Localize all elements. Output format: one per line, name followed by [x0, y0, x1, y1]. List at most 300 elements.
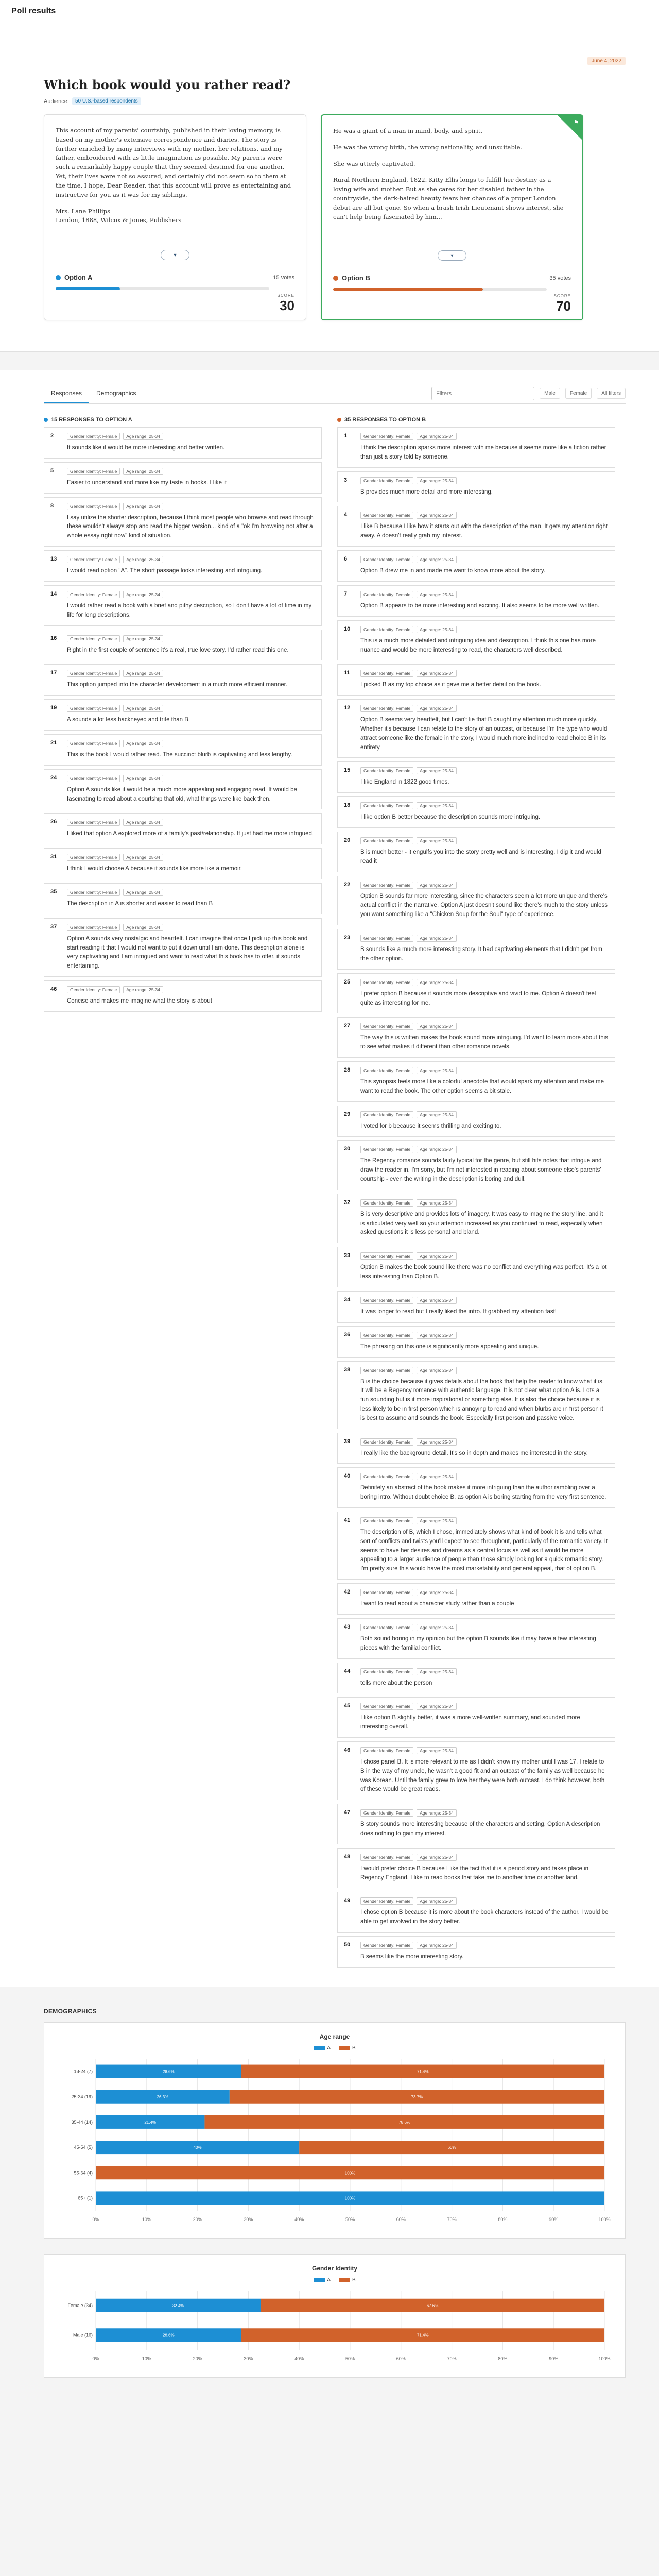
- response-number: 23: [344, 935, 351, 941]
- response-text: I liked that option A explored more of a family's past/relationship. It just had me more intrigued.: [67, 831, 314, 837]
- gender-tag: Gender Identity: Female: [360, 802, 413, 809]
- gender-tag: Gender Identity: Female: [67, 503, 120, 510]
- response-text: It sounds like it would be more interesting and better written.: [67, 445, 225, 451]
- response-card: [337, 929, 615, 970]
- response-number: 36: [344, 1331, 351, 1338]
- x-tick-label: 0%: [92, 2355, 99, 2361]
- age-tag: Age range: 25-34: [417, 1624, 457, 1631]
- date-badge: June 4, 2022: [587, 57, 626, 65]
- x-tick-label: 10%: [142, 2355, 151, 2361]
- gender-tag: Gender Identity: Female: [360, 935, 413, 942]
- gender-tag: Gender Identity: Female: [67, 986, 120, 993]
- filter-chip-male[interactable]: Male: [540, 388, 560, 399]
- option_b-paragraph: He was the wrong birth, the wrong nationality, and unsuitable.: [333, 143, 523, 151]
- response-number: 29: [344, 1111, 351, 1117]
- age-tag: Age range: 25-34: [417, 556, 457, 563]
- age-tag: Age range: 25-34: [417, 1854, 457, 1861]
- response-text: B sounds like a much more interesting story. It had captivating elements that I didn't get from the other option.: [360, 946, 602, 962]
- gender-tag: Gender Identity: Female: [360, 433, 413, 440]
- response-text: Option B makes the book sound like there was no conflict and everything was perfect. It's a lot less interesting than Option B.: [360, 1264, 607, 1280]
- response-text: I like B because I like how it starts out with the description of the man. It gets my attention right away. A doesn't really grab my interest.: [360, 523, 608, 539]
- option-a-responses: [44, 417, 322, 1971]
- age-tag: Age range: 25-34: [417, 1252, 457, 1260]
- x-tick-label: 20%: [193, 2216, 202, 2222]
- response-text: I would prefer choice B because I like the fact that it is a period story and takes place in Regency England. I like to read books that take me to another time or another land.: [360, 1865, 588, 1881]
- option-a-votes: 15 votes: [273, 274, 294, 281]
- age-tag: Age range: 25-34: [123, 556, 163, 563]
- response-number: 40: [344, 1473, 351, 1480]
- gender-tag: Gender Identity: Female: [67, 775, 120, 782]
- response-card: [337, 1361, 615, 1429]
- x-tick-label: 60%: [396, 2355, 406, 2361]
- age-tag: Age range: 25-34: [417, 1668, 457, 1675]
- gender-tag: Gender Identity: Female: [360, 626, 413, 633]
- gender-tag: Gender Identity: Female: [360, 670, 413, 677]
- option-b-dot: [333, 276, 338, 281]
- response-card: [44, 769, 322, 810]
- response-text: It was longer to read but I really liked the intro. It grabbed my attention fast!: [360, 1308, 557, 1315]
- response-card: [337, 1741, 615, 1800]
- response-card: [337, 585, 615, 617]
- bar-a-label: 26.3%: [157, 2094, 169, 2099]
- response-card: [44, 734, 322, 766]
- option-a-bar: [56, 287, 269, 290]
- age-tag: Age range: 25-34: [417, 477, 457, 484]
- age-tag: Age range: 25-34: [417, 767, 457, 774]
- age-chart: [55, 2056, 615, 2226]
- x-tick-label: 30%: [244, 2355, 253, 2361]
- gender-tag: Gender Identity: Female: [360, 1332, 413, 1339]
- response-card: [44, 848, 322, 879]
- response-text: A sounds a lot less hackneyed and trite than B.: [67, 717, 190, 723]
- age-tag: Age range: 25-34: [417, 512, 457, 519]
- age-tag: Age range: 25-34: [123, 670, 163, 677]
- age-chart-card: [44, 2022, 626, 2239]
- gender-tag: Gender Identity: Female: [360, 1703, 413, 1710]
- response-card: [337, 1936, 615, 1968]
- age-tag: Age range: 25-34: [417, 626, 457, 633]
- x-tick-label: 40%: [294, 2216, 304, 2222]
- response-number: 34: [344, 1296, 351, 1303]
- age-tag: Age range: 25-34: [417, 935, 457, 942]
- response-number: 3: [344, 477, 348, 483]
- gender-tag: Gender Identity: Female: [360, 1854, 413, 1861]
- response-card: [337, 1247, 615, 1287]
- response-number: 22: [344, 881, 351, 888]
- option-a-card: [44, 114, 306, 320]
- gender-tag: Gender Identity: Female: [360, 1624, 413, 1631]
- gender-tag: Gender Identity: Female: [360, 512, 413, 519]
- response-text: Option B sounds far more interesting, since the characters seem a lot more unique and there's actual conflict in the narrative. Option A just doesn't sound like there's much to the story unless you want something like a "Chicken Soup for the Soul" type of experience.: [360, 893, 608, 918]
- age-tag: Age range: 25-34: [417, 979, 457, 986]
- response-number: 12: [344, 705, 351, 711]
- response-card: [337, 1663, 615, 1694]
- response-card: [337, 1583, 615, 1615]
- response-card: [44, 813, 322, 844]
- age-tag: Age range: 25-34: [417, 1297, 457, 1304]
- x-tick-label: 60%: [396, 2216, 406, 2222]
- response-text: I say utilize the shorter description, because I think most people who browse and read through these wouldn't always stop and read the bigger version... kind of a "ok I'm browsing not after a whole essay right now" kind of situation.: [67, 514, 314, 539]
- response-number: 10: [344, 625, 351, 632]
- option-a-dot: [44, 418, 48, 422]
- response-number: 11: [344, 670, 350, 676]
- bar-b-label: 73.7%: [411, 2094, 423, 2099]
- gender-tag: Gender Identity: Female: [360, 477, 413, 484]
- response-number: 47: [344, 1809, 351, 1816]
- gender-tag: Gender Identity: Female: [360, 1897, 413, 1905]
- x-tick-label: 70%: [447, 2216, 457, 2222]
- age-tag: Age range: 25-34: [123, 591, 163, 598]
- gender-tag: Gender Identity: Female: [360, 1942, 413, 1949]
- response-card: [337, 699, 615, 758]
- age-tag: Age range: 25-34: [123, 740, 163, 747]
- response-text: This synopsis feels more like a colorful anecdote that would spark my attention and make me want to read the book. The other option seems a bit stale.: [360, 1078, 604, 1094]
- response-text: This is a much more detailed and intriguing idea and description. I think this one has more nuance and would be more interesting to read, the characters well described.: [360, 637, 596, 653]
- response-card: [337, 1892, 615, 1933]
- response-text: I voted for b because it seems thrilling and exciting to.: [360, 1123, 501, 1129]
- response-text: The description in A is shorter and easier to read than B: [67, 901, 213, 907]
- response-card: [337, 876, 615, 925]
- legend-a: A: [327, 2045, 331, 2051]
- response-number: 14: [50, 590, 57, 597]
- response-number: 33: [344, 1252, 351, 1259]
- response-card: [44, 664, 322, 696]
- gender-tag: Gender Identity: Female: [67, 889, 120, 896]
- option-a-score: 30: [280, 298, 294, 313]
- age-tag: Age range: 25-34: [123, 433, 163, 440]
- response-card: [44, 497, 322, 547]
- gender-tag: Gender Identity: Female: [360, 1067, 413, 1074]
- response-number: 24: [50, 774, 57, 781]
- response-number: 46: [344, 1747, 351, 1753]
- age-chart-legend: [55, 2045, 615, 2051]
- age-tag: Age range: 25-34: [123, 819, 163, 826]
- response-text: I chose option B because it is more about the book characters instead of the author. I would be able to get involved in the story better.: [360, 1909, 609, 1925]
- gender-tag: Gender Identity: Female: [67, 670, 120, 677]
- age-tag: Age range: 25-34: [123, 635, 163, 642]
- gender-tag: Gender Identity: Female: [67, 433, 120, 440]
- gender-tag: Gender Identity: Female: [360, 1297, 413, 1304]
- audience-tag[interactable]: 50 U.S.-based respondents: [72, 97, 141, 105]
- age-tag: Age range: 25-34: [417, 1897, 457, 1905]
- response-number: 26: [50, 819, 57, 825]
- response-text: I want to read about a character study rather than a couple: [360, 1601, 514, 1607]
- response-number: 19: [50, 705, 57, 711]
- age-tag: Age range: 25-34: [123, 854, 163, 861]
- response-card: [337, 1848, 615, 1889]
- category-label: Female (34): [67, 2302, 93, 2308]
- response-number: 4: [344, 512, 348, 518]
- response-card: [337, 506, 615, 547]
- gender-tag: Gender Identity: Female: [360, 1473, 413, 1480]
- response-text: Option B drew me in and made me want to know more about the story.: [360, 568, 546, 574]
- x-tick-label: 90%: [549, 2216, 559, 2222]
- response-text: Option B seems very heartfelt, but I can't lie that B caught my attention much more quickly. Whether it's because I can relate to the story of an outcast, or because I'm the type who would attract someone like the female in the story, I would much more inclined to read choice B in its entirety.: [360, 717, 608, 751]
- option-b-name: Option B: [342, 274, 370, 282]
- poll-title: Which book would you rather read?: [44, 77, 291, 92]
- response-number: 50: [344, 1942, 351, 1948]
- bar-b-label: 71.4%: [417, 2333, 429, 2338]
- age-tag: Age range: 25-34: [417, 1703, 457, 1710]
- response-text: I really like the background detail. It's so in depth and makes me interested in the story.: [360, 1450, 588, 1456]
- gender-tag: Gender Identity: Female: [360, 1111, 413, 1118]
- response-card: [337, 796, 615, 828]
- response-card: [337, 550, 615, 582]
- age-tag: Age range: 25-34: [123, 503, 163, 510]
- response-card: [337, 1106, 615, 1137]
- category-label: 55-64 (4): [74, 2170, 93, 2176]
- gender-tag: Gender Identity: Female: [360, 1023, 413, 1030]
- age-tag: Age range: 25-34: [123, 705, 163, 712]
- category-label: Male (16): [73, 2332, 93, 2338]
- response-number: 28: [344, 1066, 351, 1073]
- gender-tag: Gender Identity: Female: [67, 556, 120, 563]
- age-tag: Age range: 25-34: [417, 705, 457, 712]
- x-tick-label: 20%: [193, 2355, 202, 2361]
- response-text: I like option B better because the description sounds more intriguing.: [360, 814, 541, 821]
- age-tag: Age range: 25-34: [417, 1111, 457, 1118]
- all-filters-button[interactable]: All filters: [597, 388, 626, 399]
- response-card: [337, 1512, 615, 1580]
- response-number: 18: [344, 802, 351, 809]
- response-text: B is much better - it engulfs you into the story pretty well and is interesting. I dig it and would read it: [360, 849, 601, 865]
- response-card: [44, 427, 322, 459]
- response-number: 13: [50, 556, 57, 563]
- gender-chart-title: Gender Identity: [311, 2264, 357, 2272]
- response-number: 17: [50, 670, 57, 676]
- response-text: I would rather read a book with a brief and pithy description, so I don't have a lot of time in my life for long descriptions.: [67, 602, 312, 618]
- response-text: I picked B as my top choice as it gave me a better detail on the book.: [360, 682, 541, 688]
- gender-tag: Gender Identity: Female: [360, 837, 413, 844]
- bar-a-label: 28.6%: [162, 2333, 175, 2338]
- audience-row: [44, 97, 626, 105]
- response-card: [337, 664, 615, 696]
- gender-tag: Gender Identity: Female: [360, 1747, 413, 1754]
- age-chart-title: Age range: [319, 2032, 350, 2040]
- response-text: B provides much more detail and more interesting.: [360, 488, 493, 495]
- response-text: Both sound boring in my opinion but the option B sounds like it may have a few interesting pieces with the familial conflict.: [360, 1635, 596, 1651]
- response-card: [44, 630, 322, 661]
- response-number: 2: [50, 433, 54, 439]
- age-tag: Age range: 25-34: [417, 1473, 457, 1480]
- bar-b-label: 100%: [344, 2171, 356, 2176]
- response-text: The description of B, which I chose, immediately shows what kind of book it is and tells what sort of conflicts and twists you'll expect to see throughout, particularly of the romantic variety. It seems to have her desires and dreams as a central focus as well as it would be more appealing to a larger audience of people than those simply looking for a quick romantic story. I'm pretty sure this would have the most marketability and general appeal, that of option B.: [360, 1529, 608, 1572]
- response-number: 48: [344, 1853, 351, 1860]
- response-card: [337, 1194, 615, 1243]
- response-card: [44, 462, 322, 494]
- gender-tag: Gender Identity: Female: [360, 1517, 413, 1524]
- gender-tag: Gender Identity: Female: [360, 767, 413, 774]
- response-text: Option A sounds very nostalgic and heartfelt. I can imagine that once I pick up this book and start reading it that I would not want to put it down until I am done. This description alone is very captivating and I am intrigued and want to read what this book has to offer, it sounds entertaining.: [67, 935, 308, 970]
- response-card: [44, 585, 322, 626]
- audience-label: Audience:: [44, 98, 69, 105]
- gender-tag: Gender Identity: Female: [67, 924, 120, 931]
- gender-tag: Gender Identity: Female: [67, 468, 120, 475]
- gender-chart: [55, 2288, 615, 2365]
- response-number: 8: [50, 502, 54, 509]
- response-text: Option A sounds like it would be a much more appealing and engaging read. It would be fascinating to read about a courtship that old, what things were like back then.: [67, 786, 297, 802]
- response-number: 35: [50, 889, 57, 895]
- age-tag: Age range: 25-34: [123, 986, 163, 993]
- response-text: Option B appears to be more interesting and exciting. It also seems to be more well written.: [360, 602, 600, 609]
- response-card: [44, 883, 322, 914]
- responses-section: [0, 370, 659, 1987]
- age-tag: Age range: 25-34: [417, 1589, 457, 1596]
- age-tag: Age range: 25-34: [417, 1942, 457, 1949]
- response-text: Definitely an abstract of the book makes it more intriguing than the author rambling over a boring intro. Without doubt choice B, as option A is boring starting from the very first sentence.: [360, 1485, 606, 1501]
- response-number: 38: [344, 1366, 351, 1373]
- demographics-title: DEMOGRAPHICS: [44, 2007, 97, 2015]
- response-text: This option jumped into the character development in a much more efficient manner.: [67, 682, 288, 688]
- option_a-paragraph: This account of my parents' courtship, published in their loving memory, is based on my mother's extensive correspondence and diaries. The story is further enriched by many interviews with my mother, her relations, and my father, embroidered with as little imagination as possible. My parents were such a remarkably happy couple that they seemed destined for one another. Yet, their lives were not so assured, and certainly did not seem so to them at the time. I hope, Dear Reader, that this account will prove as entertaining and instructive for you as it was for my siblings.: [56, 127, 291, 198]
- age-tag: Age range: 25-34: [417, 802, 457, 809]
- response-card: [337, 620, 615, 661]
- gender-tag: Gender Identity: Female: [67, 591, 120, 598]
- category-label: 18-24 (7): [74, 2069, 93, 2074]
- bar-a-label: 32.4%: [172, 2303, 184, 2308]
- option-a-score-label: SCORE: [277, 293, 294, 298]
- age-tag: Age range: 25-34: [417, 1438, 457, 1446]
- age-tag: Age range: 25-34: [417, 882, 457, 889]
- age-tag: Age range: 25-34: [417, 670, 457, 677]
- category-label: 45-54 (5): [74, 2144, 93, 2150]
- option_b-paragraph: She was utterly captivated.: [333, 160, 415, 167]
- gender-tag: Gender Identity: Female: [360, 1438, 413, 1446]
- response-number: 25: [344, 978, 351, 985]
- response-number: 44: [344, 1668, 351, 1674]
- gender-tag: Gender Identity: Female: [67, 740, 120, 747]
- x-tick-label: 90%: [549, 2355, 559, 2361]
- tab-responses[interactable]: Responses: [44, 384, 89, 403]
- response-number: 42: [344, 1589, 351, 1596]
- x-tick-label: 50%: [345, 2355, 355, 2361]
- x-tick-label: 30%: [244, 2216, 253, 2222]
- response-card: [337, 427, 615, 468]
- gender-tag: Gender Identity: Female: [360, 591, 413, 598]
- response-text: I like option B slightly better, it was a more well-written summary, and sounded more interesting overall.: [360, 1715, 580, 1731]
- bar-b-label: 71.4%: [417, 2069, 429, 2074]
- x-tick-label: 50%: [345, 2216, 355, 2222]
- response-text: Easier to understand and more like my taste in books. I like it: [67, 479, 227, 486]
- gender-tag: Gender Identity: Female: [360, 979, 413, 986]
- age-tag: Age range: 25-34: [417, 1146, 457, 1153]
- age-tag: Age range: 25-34: [417, 1809, 457, 1817]
- col-b-title: 35 RESPONSES TO OPTION B: [344, 417, 426, 423]
- age-tag: Age range: 25-34: [123, 775, 163, 782]
- response-number: 7: [344, 590, 348, 597]
- response-number: 43: [344, 1623, 351, 1630]
- response-card: [337, 1017, 615, 1058]
- expand-option-a-button[interactable]: ▾: [161, 250, 189, 260]
- x-tick-label: 100%: [598, 2355, 611, 2361]
- gender-tag: Gender Identity: Female: [360, 1668, 413, 1675]
- age-tag: Age range: 25-34: [417, 1067, 457, 1074]
- age-tag: Age range: 25-34: [417, 1199, 457, 1207]
- response-number: 20: [344, 837, 351, 843]
- response-card: [337, 1804, 615, 1844]
- response-card: [337, 471, 615, 503]
- filter-chip-female[interactable]: Female: [565, 388, 592, 399]
- option-b-responses: [337, 417, 615, 1971]
- age-tag: Age range: 25-34: [417, 433, 457, 440]
- response-card: [44, 699, 322, 731]
- response-number: 27: [344, 1023, 351, 1029]
- response-number: 46: [50, 986, 57, 993]
- response-text: I like England in 1822 good times.: [360, 779, 449, 786]
- age-tag: Age range: 25-34: [417, 837, 457, 844]
- option-b-dot: [337, 418, 341, 422]
- response-number: 41: [344, 1517, 351, 1523]
- gender-tag: Gender Identity: Female: [360, 1199, 413, 1207]
- gender-chart-card: [44, 2254, 626, 2378]
- tab-demographics[interactable]: Demographics: [96, 389, 136, 397]
- response-card: [337, 1697, 615, 1738]
- response-card: [337, 1061, 615, 1102]
- legend-b: B: [352, 2045, 356, 2051]
- option-b-score-label: SCORE: [553, 294, 571, 298]
- option-b-score: 70: [556, 298, 571, 314]
- x-tick-label: 10%: [142, 2216, 151, 2222]
- poll-header: [0, 23, 659, 352]
- age-tag: Age range: 25-34: [417, 1517, 457, 1524]
- response-text: tells more about the person: [360, 1680, 432, 1686]
- response-number: 30: [344, 1146, 351, 1153]
- response-text: B is very descriptive and provides lots of imagery. It was easy to imagine the story line, and it is articulated very well so your attention increased as you continued to read, especially when asked questions it is less personal and bland.: [360, 1211, 603, 1236]
- response-number: 15: [344, 767, 351, 774]
- winner-flag-icon: ⚑: [558, 115, 582, 140]
- gender-tag: Gender Identity: Female: [67, 819, 120, 826]
- response-number: 39: [344, 1438, 351, 1445]
- response-text: I would read option "A". The short passage looks interesting and intriguing.: [67, 568, 263, 574]
- age-tag: Age range: 25-34: [417, 1023, 457, 1030]
- filter-input[interactable]: [431, 387, 534, 400]
- response-text: B is the choice because it gives details about the book that help the reader to know what it is. It will be a Regency romance with authentic language. It is not clear what option A is. Lots a fun sounding but is it more inspirational or something else. It is also the choice because it is less likely to be in first person which is annoying to read and when blurbs are in first person it is best to assume and sounds the book. Especially first person and passive voice.: [360, 1378, 604, 1421]
- option-b-bar: [333, 288, 547, 291]
- response-text: I chose panel B. It is more relevant to me as I didn't know my mother until I was 17. I relate to B in the way of my uncle, he wasn't a good fit and an outcast of the family as well because he was Korean. Until the family grew to love her they were both outcast. I do think however, both of these would be great reads.: [360, 1758, 605, 1793]
- bar-a-label: 40%: [193, 2145, 202, 2150]
- option-a-name: Option A: [64, 274, 93, 281]
- x-tick-label: 0%: [92, 2216, 99, 2222]
- response-card: [44, 918, 322, 977]
- age-tag: Age range: 25-34: [417, 1367, 457, 1374]
- option-a-dot: [56, 275, 61, 280]
- option-b-votes: 35 votes: [549, 275, 571, 281]
- response-text: Concise and makes me imagine what the story is about: [67, 998, 212, 1005]
- option_a-paragraph: Mrs. Lane Phillips London, 1888, Wilcox & Jones, Publishers: [56, 207, 182, 224]
- response-text: B story sounds more interesting because of the characters and setting. Option A description does nothing to gain my interest.: [360, 1821, 600, 1837]
- gender-tag: Gender Identity: Female: [360, 556, 413, 563]
- responses-toolbar: [44, 383, 626, 404]
- category-label: 65+ (1): [78, 2195, 93, 2201]
- option_b-paragraph: He was a giant of a man in mind, body, and spirit.: [333, 127, 483, 134]
- response-card: [337, 761, 615, 793]
- response-text: I think I would choose A because it sounds like more like a memoir.: [67, 866, 242, 872]
- response-number: 16: [50, 635, 57, 641]
- response-card: [337, 1467, 615, 1508]
- response-card: [44, 550, 322, 582]
- gender-tag: Gender Identity: Female: [360, 1146, 413, 1153]
- response-text: I think the description sparks more interest with me because it seems more like a fiction rather than just a story told by someone.: [360, 445, 606, 460]
- legend-a: A: [327, 2277, 331, 2283]
- response-card: [44, 980, 322, 1012]
- expand-option-b-button[interactable]: ▾: [438, 250, 466, 261]
- response-card: [337, 1618, 615, 1659]
- gender-tag: Gender Identity: Female: [360, 882, 413, 889]
- response-card: [337, 973, 615, 1014]
- age-tag: Age range: 25-34: [123, 468, 163, 475]
- response-text: B seems like the more interesting story.: [360, 1954, 464, 1960]
- response-card: [337, 832, 615, 872]
